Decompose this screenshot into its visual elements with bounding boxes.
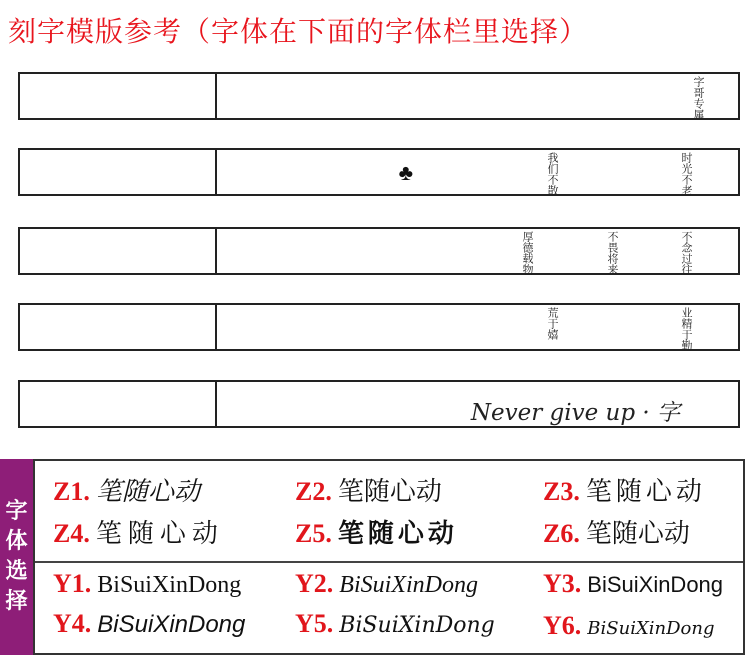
font-option-y5[interactable]	[295, 609, 495, 639]
font-sample: BiSuiXinDong	[339, 572, 478, 598]
sample-text: 不畏将来	[606, 231, 619, 275]
font-option-z2[interactable]	[295, 471, 442, 508]
font-code: Z6.	[543, 519, 580, 548]
side-char: 择	[5, 589, 28, 614]
font-option-y6[interactable]	[543, 611, 715, 641]
font-sample: 笔随心动	[585, 477, 706, 507]
font-sample: BiSuiXinDong	[587, 572, 724, 597]
row-divider	[215, 305, 217, 349]
font-sample: 笔随心动	[95, 477, 200, 507]
font-code: Z4.	[53, 519, 90, 548]
font-code: Y2.	[295, 569, 334, 598]
sample-text: 字哥专属	[692, 76, 705, 120]
font-sample: BiSuiXinDong	[97, 572, 242, 598]
font-code: Y1.	[53, 569, 92, 598]
font-sample: 笔随心动	[337, 477, 442, 507]
font-sample: BiSuiXinDong	[587, 618, 715, 639]
side-char: 字	[5, 499, 28, 524]
sample-text: 我们不散	[546, 152, 559, 196]
font-option-z4[interactable]	[53, 513, 224, 550]
side-char: 体	[5, 529, 28, 554]
font-option-z5[interactable]	[295, 513, 458, 550]
font-option-y2[interactable]	[295, 569, 478, 599]
sample-text: Never give up · 字	[470, 400, 680, 426]
engraving-sample-5	[18, 380, 740, 428]
font-sample: BiSuiXinDong	[339, 613, 495, 638]
font-code: Z3.	[543, 477, 580, 506]
sample-text: 时光不老	[680, 152, 693, 196]
font-option-y3[interactable]	[543, 569, 723, 599]
font-sample: BiSuiXinDong	[97, 611, 246, 638]
font-code: Z1.	[53, 477, 90, 506]
font-code: Z5.	[295, 519, 332, 548]
font-select-label	[0, 459, 33, 655]
sample-text: 厚德载物	[521, 231, 534, 275]
row-divider	[215, 74, 217, 118]
row-divider	[215, 150, 217, 194]
sample-text: 荒于嬉	[546, 307, 559, 340]
font-option-z3[interactable]	[543, 471, 706, 508]
font-option-y1[interactable]	[53, 569, 241, 599]
font-option-y4[interactable]	[53, 609, 245, 639]
font-code: Y5.	[295, 609, 334, 638]
font-option-z1[interactable]	[53, 471, 200, 508]
row-divider	[215, 382, 217, 426]
font-sample: 笔随心动	[337, 519, 458, 549]
engraving-sample-4	[18, 303, 740, 351]
engraving-sample-2	[18, 148, 740, 196]
font-sample: 笔随心动	[95, 519, 224, 549]
row-divider	[215, 229, 217, 273]
font-selection-panel	[0, 459, 750, 661]
engraving-sample-3	[18, 227, 740, 275]
font-option-z6[interactable]	[543, 513, 690, 550]
page-title: 刻字模版参考（字体在下面的字体栏里选择）	[8, 15, 589, 48]
engraving-sample-1	[18, 72, 740, 120]
sample-text: 业精于勤	[680, 307, 693, 351]
sample-text: 不念过往	[680, 231, 693, 275]
font-grid	[33, 459, 745, 655]
font-sample: 笔随心动	[585, 519, 690, 549]
side-char: 选	[5, 559, 28, 584]
font-code: Y3.	[543, 569, 582, 598]
font-code: Z2.	[295, 477, 332, 506]
clover-icon: ♣	[398, 160, 413, 185]
font-code: Y6.	[543, 611, 582, 640]
font-code: Y4.	[53, 609, 92, 638]
divider	[35, 561, 743, 563]
